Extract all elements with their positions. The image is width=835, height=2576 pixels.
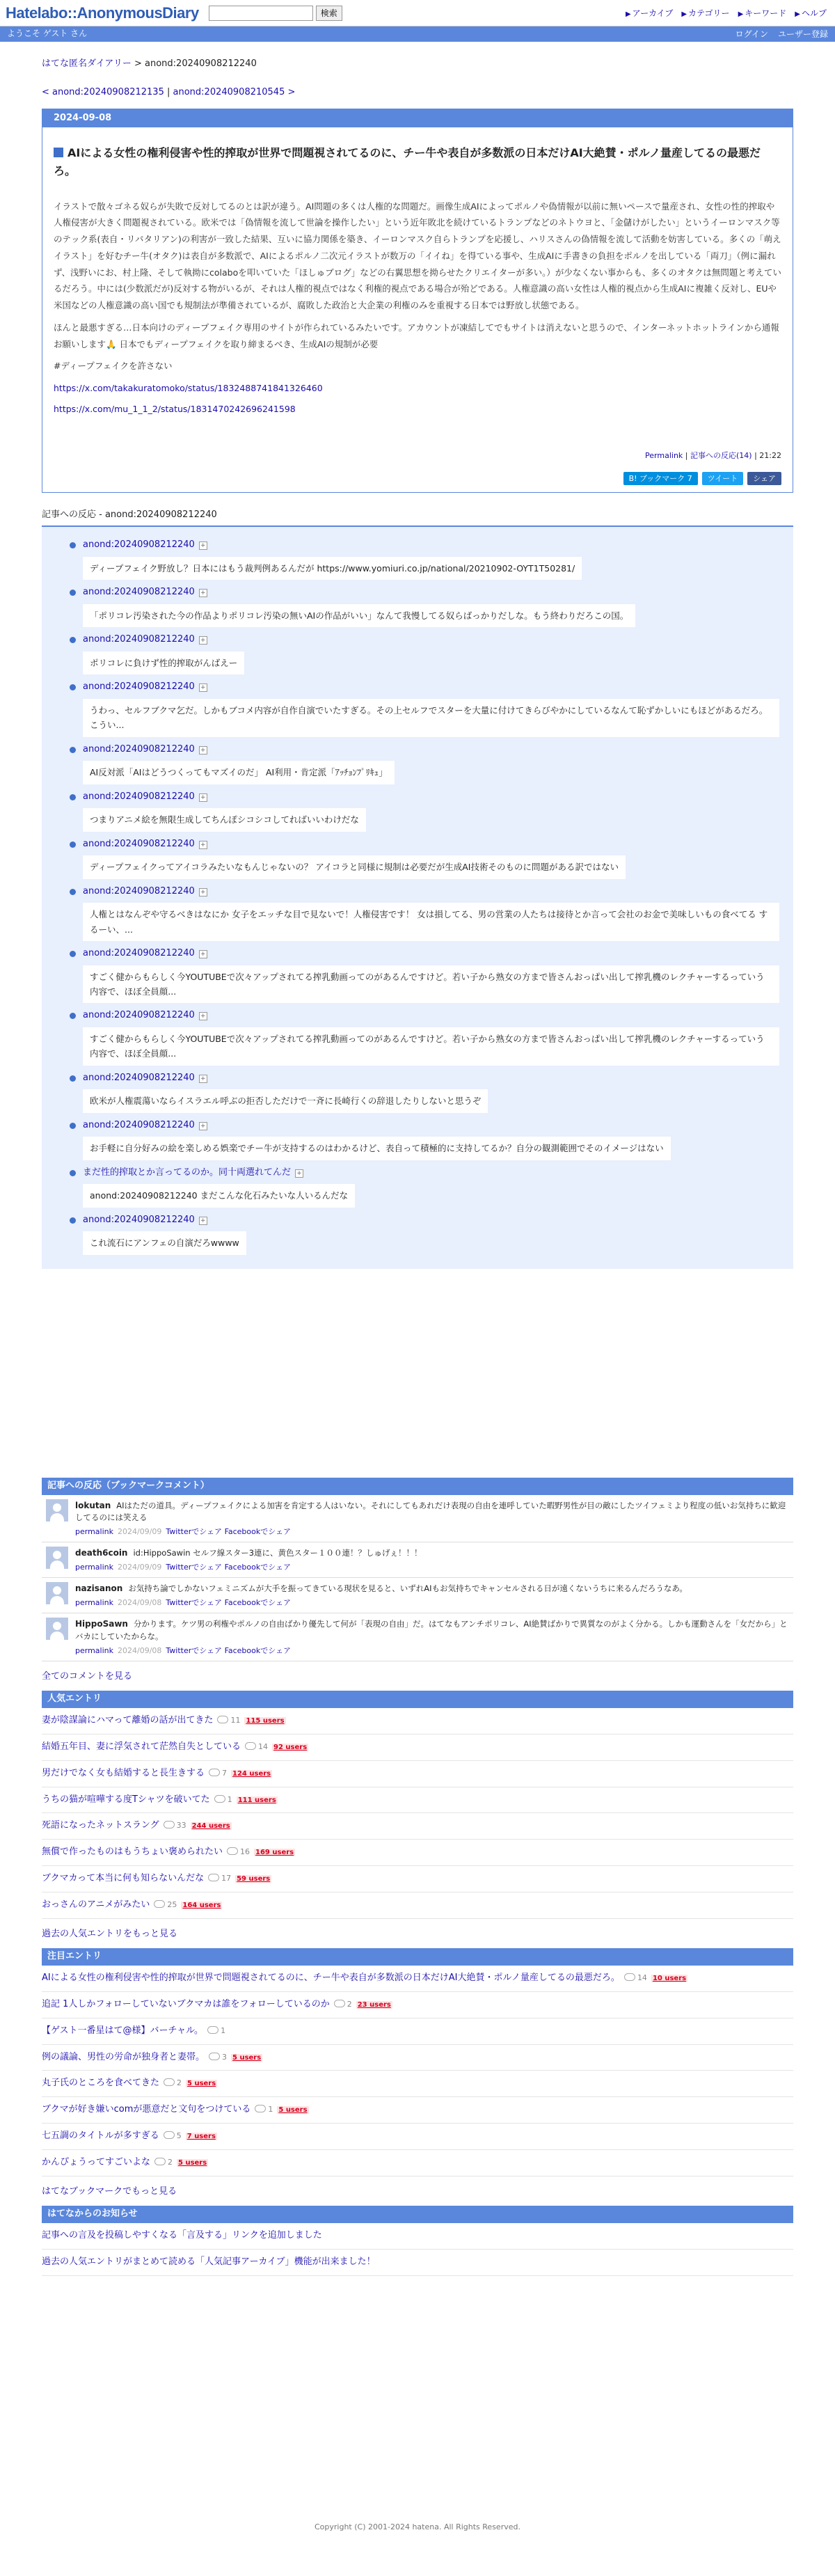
- response-item: [56, 585, 779, 627]
- bookmark-item: [42, 1578, 793, 1613]
- arrow-icon: ▶: [681, 10, 687, 18]
- bookmark-footer: [75, 1645, 789, 1657]
- pager-sep: |: [164, 86, 173, 97]
- top-link-archive[interactable]: [626, 7, 673, 20]
- attention-item: [42, 1966, 793, 1992]
- comment-count: [209, 1767, 227, 1780]
- bookmark-users-count[interactable]: 5 users: [178, 2158, 207, 2167]
- bookmark-body: [75, 1547, 789, 1573]
- comment-count-value: 7: [222, 1768, 228, 1778]
- attention-item: [42, 2045, 793, 2071]
- attention-more-link[interactable]: はてなブックマークでもっと見る: [42, 2186, 177, 2197]
- response-content: [83, 837, 779, 879]
- bookmark-heading: 記事への反応（ブックマークコメント）: [42, 1478, 793, 1495]
- attention-entry-link[interactable]: 丸子氏のところを食べてきた: [42, 2078, 160, 2089]
- comment-count-value: 14: [637, 1973, 647, 1983]
- popular-item: [42, 1708, 793, 1735]
- response-content: [83, 1166, 779, 1208]
- next-entry-link[interactable]: anond:20240908210545 >: [173, 86, 296, 97]
- response-item: [56, 1213, 779, 1255]
- response-text: これ流石にアンフェの自演だろwwww: [83, 1231, 246, 1254]
- twitter-share-link[interactable]: Twitterでシェア: [166, 1527, 223, 1537]
- news-heading: はてなからのお知らせ: [42, 2206, 793, 2223]
- expand-icon[interactable]: +: [199, 950, 207, 958]
- prev-entry-link[interactable]: < anond:20240908212135: [42, 86, 164, 97]
- bookmark-users-count[interactable]: 5 users: [278, 2106, 308, 2115]
- response-item: [56, 1119, 779, 1160]
- response-content: [83, 790, 779, 832]
- response-text: うわっ、セルフブクマ乞だ。しかもブコメ内容が自作自演でいたすぎる。その上セルフでスターを大量に付けてきらびやかにしているなんて恥ずかしいにもほどがあるだろ。こうい...: [83, 699, 779, 737]
- keyword-link[interactable]: キーワード: [745, 8, 787, 18]
- search-button[interactable]: 検索: [316, 6, 342, 21]
- bullet-icon: [70, 590, 76, 596]
- bookmark-users-count[interactable]: 10 users: [652, 1975, 687, 1983]
- avatar[interactable]: [46, 1582, 68, 1604]
- comment-count-value: 1: [221, 2025, 226, 2035]
- popular-entry-link[interactable]: 結婚五年目、妻に浮気されて茫然自失としている: [42, 1741, 241, 1752]
- entry-paragraph: ほんと最悪すぎる…日本向けのディープフェイク専用のサイトが作られているみたいです。アカウントが凍結してでもサイトは消えないと思うので、インターネットホットラインから通報お願いします🙏 日本でもディープフェイクを取り締まるべき、生成AIの規制が必要: [54, 322, 779, 349]
- twitter-share-link[interactable]: Twitterでシェア: [166, 1597, 223, 1607]
- square-icon: [54, 148, 63, 157]
- comment-bubble-icon: [207, 2026, 218, 2034]
- avatar[interactable]: [46, 1499, 68, 1522]
- entry-link[interactable]: https://x.com/mu_1_1_2/status/1831470242696241598: [54, 404, 296, 415]
- response-content: [83, 743, 779, 784]
- bookmark-permalink[interactable]: permalink: [75, 1563, 113, 1572]
- comment-count: [164, 2130, 182, 2142]
- comment-count-value: 14: [258, 1741, 269, 1751]
- hatena-bookmark-button[interactable]: B! ブックマーク 7: [623, 472, 698, 486]
- response-item: [56, 1009, 779, 1065]
- response-content: [83, 585, 779, 627]
- response-text: 「ポリコレ汚染された今の作品よりポリコレ汚染の無いAIの作品がいい」なんて我慢してる奴らばっかりだしな。もう終わりだろこの国。: [83, 604, 635, 627]
- arrow-icon: ▶: [795, 10, 800, 18]
- bookmark-users-count[interactable]: 92 users: [273, 1743, 308, 1751]
- bookmark-user[interactable]: lokutan: [75, 1500, 111, 1510]
- bookmark-section: [42, 1478, 793, 1684]
- bookmark-user[interactable]: death6coin: [75, 1548, 128, 1558]
- bookmark-users-count[interactable]: 244 users: [191, 1822, 230, 1831]
- comment-bubble-icon: [164, 1821, 175, 1828]
- comment-count: [245, 1741, 268, 1753]
- response-item: [56, 947, 779, 1003]
- response-link[interactable]: anond:20240908212240: [83, 1214, 195, 1225]
- popular-item: [42, 1735, 793, 1761]
- response-content: [83, 680, 779, 736]
- popular-item: [42, 1761, 793, 1787]
- bookmark-body: [75, 1499, 789, 1538]
- comment-bubble-icon: [624, 1973, 635, 1981]
- comment-count: [209, 2051, 227, 2064]
- bookmark-users-count[interactable]: 124 users: [232, 1769, 271, 1778]
- comment-count-value: 2: [347, 1999, 352, 2009]
- bookmark-item: [42, 1613, 793, 1661]
- expand-icon[interactable]: +: [199, 636, 207, 645]
- expand-icon[interactable]: +: [199, 542, 207, 550]
- popular-entry-link[interactable]: 死語になったネットスラング: [42, 1820, 159, 1831]
- bookmark-permalink[interactable]: permalink: [75, 1645, 113, 1655]
- comment-count-value: 11: [230, 1716, 241, 1725]
- expand-icon[interactable]: +: [199, 841, 207, 849]
- comment-count-value: 25: [167, 1899, 177, 1909]
- comment-count-value: 16: [240, 1847, 250, 1857]
- response-link[interactable]: anond:20240908212240: [83, 885, 195, 896]
- bookmark-users-count[interactable]: 7 users: [186, 2132, 216, 2140]
- bookmark-footer: [75, 1526, 789, 1538]
- response-text: anond:20240908212240 まだこんな化石みたいな人いるんだな: [83, 1184, 355, 1207]
- comment-count-value: 5: [176, 2131, 182, 2140]
- bookmark-user[interactable]: HippoSawn: [75, 1618, 128, 1629]
- comment-count: [334, 1998, 352, 2011]
- expand-icon[interactable]: +: [199, 793, 207, 802]
- response-link[interactable]: anond:20240908212240: [83, 838, 195, 849]
- share-buttons: [54, 472, 781, 486]
- entry-body: [42, 127, 793, 492]
- response-content: [83, 538, 779, 580]
- bullet-icon: [70, 794, 76, 800]
- news-section: [42, 2206, 793, 2275]
- popular-entry-link[interactable]: ブクマカって本当に何も知らないんだな: [42, 1872, 205, 1883]
- facebook-share-button[interactable]: シェア: [747, 472, 781, 486]
- response-content: [83, 1119, 779, 1160]
- bookmark-date: 2024/09/09: [118, 1527, 162, 1537]
- permalink[interactable]: Permalink: [645, 451, 683, 461]
- popular-more-link[interactable]: 過去の人気エントリをもっと見る: [42, 1928, 178, 1939]
- expand-icon[interactable]: +: [199, 1122, 207, 1130]
- response-link[interactable]: anond:20240908212240: [83, 539, 195, 551]
- bookmark-comment: お気持ち論でしかないフェミニズムが大手を振ってきている現状を見ると、いずれAIもお気持ちでキャンセルされる日が遠くないうちに来るんだろうなあ。: [128, 1583, 687, 1594]
- comment-bubble-icon: [334, 2000, 345, 2007]
- comment-count: [255, 2103, 273, 2116]
- popular-entry-link[interactable]: おっさんのアニメがみたい: [42, 1899, 150, 1910]
- search-input[interactable]: [209, 6, 313, 21]
- bullet-icon: [70, 1217, 76, 1224]
- bookmark-list: [42, 1495, 793, 1661]
- news-item: [42, 2223, 793, 2250]
- avatar[interactable]: [46, 1547, 68, 1569]
- entry-paragraph: イラストで散々ゴネる奴らが失敗で反対してるのとは訳が違う。AI問題の多くは人権的な問題だ。画像生成AIによってポルノや偽情報が以前に無いペースで量産され、女性の性的搾取や人権侵害が大きく問題視されている。欧米では「偽情報を流して世論を操作したい」という近年敗北を続けているトランプなどのネトウヨと、「金儲けがしたい」というイーロンマスク等のテック系(表自・リバタリアン)の利害が一致した結果、互いに協力関係を築き、イーロンマスク自らトランプを応援し、ハリスさんの偽情報を流して活動を妨害している。多くの「萌えイラスト」を好むチー牛(オタク)は表自が多数派で、AIによるポルノ二次元イラストが数万の「イイね」を得ている事や、生成AIに手書きの負担をポルノを出している「両刀」（例に漏れず、浅野いにお、村上隆、そして執拗にcolaboを叩いていた「ほしゅブログ」などの右翼思想を拗らせたクリエイターが多い。）が少なくない事からも、多くのオタクは無問題と考えているだろう。中には(少数派だが)反対する物がいるが、それは人権的視点ではなく利権的視点である場合が殆どである。人権意識の高い女性は人権的視点から生成AIに複雑く反対し、EUや米国などの人権意識の高い国でも規制法が準備されているが、腐敗した政治と大企業の利権のみを重視する日本では野放し状態である。: [54, 200, 781, 311]
- comment-count: [208, 1872, 231, 1885]
- breadcrumb-current: anond:20240908212240: [145, 58, 257, 69]
- arrow-icon: ▶: [625, 10, 631, 18]
- attention-item: [42, 2071, 793, 2097]
- top-link-category[interactable]: [681, 7, 729, 20]
- bookmark-users-count[interactable]: 111 users: [237, 1796, 276, 1804]
- response-link[interactable]: anond:20240908212240: [83, 1010, 195, 1021]
- news-item: [42, 2250, 793, 2276]
- bookmark-users-count[interactable]: 5 users: [232, 2053, 262, 2062]
- site-header: [0, 0, 835, 26]
- response-link[interactable]: anond:20240908212240: [83, 634, 195, 645]
- comment-count: [164, 1819, 186, 1832]
- entry: [42, 109, 793, 493]
- bookmark-item: [42, 1542, 793, 1578]
- footer-sep: |: [683, 451, 690, 461]
- response-item: [56, 1071, 779, 1113]
- response-item: [56, 790, 779, 832]
- response-content: [83, 947, 779, 1003]
- popular-item: [42, 1893, 793, 1919]
- popular-item: [42, 1813, 793, 1840]
- expand-icon[interactable]: +: [199, 589, 207, 597]
- bookmark-permalink[interactable]: permalink: [75, 1597, 113, 1607]
- register-link[interactable]: ユーザー登録: [777, 29, 828, 39]
- bullet-icon: [70, 637, 76, 643]
- category-link[interactable]: カテゴリー: [688, 8, 730, 18]
- response-link[interactable]: anond:20240908212240: [83, 587, 195, 598]
- response-item: [56, 680, 779, 736]
- comment-bubble-icon: [214, 1795, 225, 1803]
- response-item: [56, 1166, 779, 1208]
- attention-heading: 注目エントリ: [42, 1948, 793, 1966]
- bullet-icon: [70, 951, 76, 957]
- attention-entry-link[interactable]: 例の議論、男性の労命が独身者と妻帯。: [42, 2051, 205, 2062]
- comment-bubble-icon: [217, 1716, 228, 1723]
- welcome-text: ようこそ ゲスト さん: [7, 29, 88, 39]
- comment-count: [624, 1972, 647, 1984]
- expand-icon[interactable]: +: [199, 888, 207, 896]
- comment-bubble-icon: [209, 2053, 220, 2060]
- comment-bubble-icon: [208, 1874, 219, 1881]
- bookmark-date: 2024/09/08: [118, 1597, 162, 1607]
- attention-entry-link[interactable]: AIによる女性の権利侵害や性的搾取が世界で問題視されてるのに、チー牛や表自が多数派の日本だけAI大絶賛・ポルノ量産してるの最悪だろ。: [42, 1973, 620, 1984]
- response-item: [56, 743, 779, 784]
- entry-pager: [42, 86, 793, 100]
- copyright: Copyright (C) 2001-2024 hatena. All Rights Reserved.: [315, 2522, 520, 2532]
- bookmark-date: 2024/09/09: [118, 1563, 162, 1572]
- expand-icon[interactable]: +: [199, 746, 207, 754]
- twitter-share-link[interactable]: Twitterでシェア: [166, 1563, 223, 1572]
- bookmark-users-count[interactable]: 115 users: [246, 1717, 285, 1725]
- bookmark-users-count[interactable]: 164 users: [182, 1901, 221, 1909]
- comment-bubble-icon: [164, 2078, 175, 2086]
- attention-item: [42, 2018, 793, 2045]
- popular-entry-link[interactable]: 無償で作ったものはもうちょい褒められたい: [42, 1847, 223, 1858]
- expand-icon[interactable]: +: [295, 1169, 303, 1178]
- bookmark-users-count[interactable]: 59 users: [237, 1874, 271, 1883]
- comment-count-value: 17: [221, 1873, 232, 1883]
- attention-entry-link[interactable]: 七五調のタイトルが多すぎる: [42, 2130, 159, 2141]
- responses-link[interactable]: 記事への反応(14): [690, 451, 752, 461]
- help-link[interactable]: ヘルプ: [801, 8, 827, 18]
- entry-title: [54, 144, 781, 180]
- archive-link[interactable]: アーカイブ: [632, 8, 674, 18]
- bookmark-users-count[interactable]: 23 users: [357, 2000, 391, 2009]
- bookmark-comment: 分かります。ケツ男の利権やポルノの自由ばかり優先して何が「表現の自由」だ。はてなもアンチポリコレ、AI絶賛ばかりで異質なのがよく分かる。しかも運動さんを「女だから」とバカにしていたからな。: [75, 1618, 788, 1641]
- site-logo[interactable]: Hatelabo::AnonymousDiary: [6, 3, 199, 22]
- news-link[interactable]: 記事への言及を投稿しやすくなる「言及する」リンクを追加しました: [42, 2230, 322, 2241]
- response-content: [83, 885, 779, 941]
- expand-icon[interactable]: +: [199, 683, 207, 692]
- comment-count-value: 1: [268, 2105, 273, 2115]
- attention-item: [42, 2150, 793, 2176]
- comment-count: [154, 1899, 177, 1911]
- expand-icon[interactable]: +: [199, 1012, 207, 1020]
- top-link-help[interactable]: [795, 7, 827, 20]
- popular-item: [42, 1840, 793, 1866]
- bookmark-item: [42, 1495, 793, 1543]
- comment-count-value: 2: [177, 2078, 182, 2088]
- response-text: ディープフェイク野放し？日本にはもう裁判例あるんだが https://www.yomiuri.co.jp/national/20210902-OYT1T50281/: [83, 557, 582, 580]
- bullet-icon: [70, 1013, 76, 1019]
- popular-heading: 人気エントリ: [42, 1691, 793, 1708]
- response-text: 欧米が人権震蕩いならイスラエル呼ぶの拒否しただけで一斉に長崎行くの辞退したりしないと思うぞ: [83, 1089, 488, 1112]
- entry-date: 2024-09-08: [42, 109, 793, 128]
- bookmark-footer: [75, 1597, 789, 1609]
- response-link[interactable]: まだ性的搾取とか言ってるのか。同十両選れてんだ: [83, 1167, 292, 1178]
- entry-footer: [54, 450, 781, 462]
- comment-count-value: 1: [227, 1794, 232, 1804]
- attention-item: [42, 2124, 793, 2150]
- response-content: [83, 633, 779, 674]
- response-link[interactable]: anond:20240908212240: [83, 743, 195, 754]
- response-link[interactable]: anond:20240908212240: [83, 947, 195, 958]
- bookmark-footer: [75, 1561, 789, 1573]
- breadcrumb-home[interactable]: はてな匿名ダイアリー: [42, 58, 132, 69]
- popular-section: [42, 1691, 793, 1941]
- bullet-icon: [70, 684, 76, 690]
- facebook-share-link[interactable]: Facebookでシェア: [224, 1527, 292, 1537]
- response-text: AI反対派「AIはどうつくってもマズイのだ」 AI利用・肯定派「ｱｯﾁｮﾝﾌﾟﾘｷｭ」: [83, 761, 395, 784]
- twitter-share-link[interactable]: Twitterでシェア: [166, 1645, 223, 1655]
- comment-count: [207, 2025, 225, 2037]
- bullet-icon: [70, 747, 76, 753]
- comment-bubble-icon: [209, 1769, 220, 1776]
- facebook-share-link[interactable]: Facebookでシェア: [224, 1597, 292, 1607]
- comment-count-value: 33: [176, 1821, 186, 1831]
- all-comments: [42, 1670, 793, 1684]
- top-link-keyword[interactable]: [738, 7, 787, 20]
- response-link[interactable]: anond:20240908212240: [83, 791, 195, 802]
- attention-entry-link[interactable]: 追記 1人しかフォローしていないブクマカは誰をフォローしているのか: [42, 1998, 330, 2009]
- bookmark-user[interactable]: nazisanon: [75, 1583, 123, 1594]
- bookmark-permalink[interactable]: permalink: [75, 1527, 113, 1537]
- responses-list: [42, 526, 793, 1269]
- response-content: [83, 1213, 779, 1255]
- response-content: [83, 1009, 779, 1065]
- response-item: [56, 885, 779, 941]
- comment-count-value: 3: [222, 2052, 228, 2062]
- comment-count: [217, 1714, 240, 1727]
- response-link[interactable]: anond:20240908212240: [83, 1119, 195, 1130]
- responses-heading: 記事への反応 - anond:20240908212240: [42, 509, 217, 521]
- attention-item: [42, 2097, 793, 2124]
- popular-entry-link[interactable]: 男だけでなく女も結婚すると長生きする: [42, 1767, 205, 1778]
- response-text: お手軽に自分好みの絵を楽しめる娯楽でチー牛が支持するのはわかるけど、表自って積極的に支持してるか？自分の観測範囲でそのイメージはない: [83, 1137, 671, 1160]
- expand-icon[interactable]: +: [199, 1075, 207, 1083]
- bullet-icon: [70, 1170, 76, 1176]
- comment-count-value: 2: [168, 2157, 173, 2167]
- response-text: すごく健からもらしく今YOUTUBEで次々アップされてる搾乳動画ってのがあるんですけど。若い子から熟女の方まで皆さんおっぱい出して搾乳機のレクチャーするっていう内容で、ほぼ全員顔...: [83, 965, 779, 1004]
- entry-hashtag: #ディープフェイクを許さない: [54, 361, 173, 372]
- response-link[interactable]: anond:20240908212240: [83, 681, 195, 693]
- tweet-button[interactable]: ツイート: [702, 472, 743, 486]
- popular-entry-link[interactable]: うちの猫が喧嘩する度Tシャツを破いてた: [42, 1794, 210, 1805]
- comment-bubble-icon: [245, 1742, 256, 1750]
- expand-icon[interactable]: +: [199, 1217, 207, 1225]
- response-item: [56, 633, 779, 674]
- entry-title-text: AIによる女性の権利侵害や性的搾取が世界で問題視されてるのに、チー牛や表自が多数派の日本だけAI大絶賛・ポルノ量産してるの最悪だろ。: [54, 146, 761, 177]
- breadcrumb-sep: >: [131, 58, 145, 69]
- response-item: [56, 538, 779, 580]
- comment-count: [227, 1846, 250, 1858]
- facebook-share-link[interactable]: Facebookでシェア: [224, 1645, 292, 1655]
- comment-count: [214, 1794, 232, 1806]
- bullet-icon: [70, 1123, 76, 1129]
- comment-bubble-icon: [164, 2131, 175, 2139]
- bullet-icon: [70, 889, 76, 895]
- bookmark-date: 2024/09/08: [118, 1645, 162, 1655]
- login-link[interactable]: ログイン: [735, 29, 768, 39]
- attention-item: [42, 1992, 793, 2018]
- popular-entry-link[interactable]: 妻が陰謀論にハマって離婚の話が出てきた: [42, 1715, 214, 1726]
- comment-bubble-icon: [154, 2158, 166, 2165]
- bookmark-users-count[interactable]: 5 users: [187, 2080, 216, 2088]
- arrow-icon: ▶: [738, 10, 744, 18]
- popular-item: [42, 1787, 793, 1814]
- comment-bubble-icon: [255, 2105, 266, 2112]
- comment-count: [164, 2077, 182, 2089]
- facebook-share-link[interactable]: Facebookでシェア: [224, 1563, 292, 1572]
- popular-item: [42, 1866, 793, 1893]
- bookmark-comment: id:HippoSawin セルフ線スター3連に、黄色スター１００連！？しゅげぇ！！！: [133, 1548, 422, 1558]
- response-content: [83, 1071, 779, 1113]
- attention-section: [42, 1948, 793, 2199]
- popular-list: [42, 1708, 793, 1918]
- bookmark-body: [75, 1582, 789, 1609]
- avatar[interactable]: [46, 1618, 68, 1640]
- bookmark-comment: AIはただの道具。ディープフェイクによる加害を肯定する人はいない。それにしてもあれだけ表現の自由を連呼していた暇野男性が目の敵にしたツイフェミより程度の低いお気持ちに歓迎してるのには笑える: [75, 1500, 786, 1523]
- breadcrumb: [42, 57, 793, 72]
- attention-entry-link[interactable]: 【ゲスト一番星はて@様】バーチャル。: [42, 2025, 204, 2036]
- response-text: ポリコレに負けず性的搾取がんばえー: [83, 651, 244, 674]
- attention-entry-link[interactable]: かんぴょうってすごいよな: [42, 2156, 151, 2167]
- welcome-bar: [0, 26, 835, 42]
- comment-count: [154, 2156, 173, 2169]
- response-text: すごく健からもらしく今YOUTUBEで次々アップされてる搾乳動画ってのがあるんですけど。若い子から熟女の方まで皆さんおっぱい出して搾乳機のレクチャーするっていう内容で、ほぼ全員顔...: [83, 1027, 779, 1066]
- response-text: ディープフェイクってアイコラみたいなもんじゃないの？ アイコラと同様に規制は必要だが生成AI技術そのものに問題がある訳ではない: [83, 855, 626, 878]
- comment-bubble-icon: [227, 1847, 238, 1855]
- attention-list: [42, 1966, 793, 2176]
- top-links: [626, 7, 827, 20]
- response-link[interactable]: anond:20240908212240: [83, 1072, 195, 1083]
- response-item: [56, 837, 779, 879]
- bullet-icon: [70, 1075, 76, 1082]
- response-text: つまりアニメ絵を無限生成してちんぽシコシコしてればいいわけだな: [83, 808, 366, 831]
- response-text: 人権とはなんぞや守るべきはなにか 女子をエッチな目で見ないで！人権侵害です！ 女は損してる、男の営業の人たちは接待とか言って会社のお金で美味しいもの食べてる するーい、...: [83, 903, 779, 941]
- bullet-icon: [70, 841, 76, 848]
- comment-bubble-icon: [154, 1900, 165, 1908]
- news-link[interactable]: 過去の人気エントリがまとめて読める「人気記事アーカイブ」機能が出来ました！: [42, 2256, 376, 2267]
- entry-link[interactable]: https://x.com/takakuratomoko/status/1832488741841326460: [54, 383, 323, 394]
- bookmark-body: [75, 1618, 789, 1657]
- bullet-icon: [70, 542, 76, 548]
- all-comments-link[interactable]: 全てのコメントを見る: [42, 1670, 133, 1682]
- bookmark-users-count[interactable]: 169 users: [255, 1849, 294, 1857]
- main-content: [42, 42, 793, 2547]
- entry-time: | 21:22: [752, 451, 781, 461]
- attention-entry-link[interactable]: ブクマが好き嫌いcomが悪意だと文句をつけている: [42, 2104, 251, 2115]
